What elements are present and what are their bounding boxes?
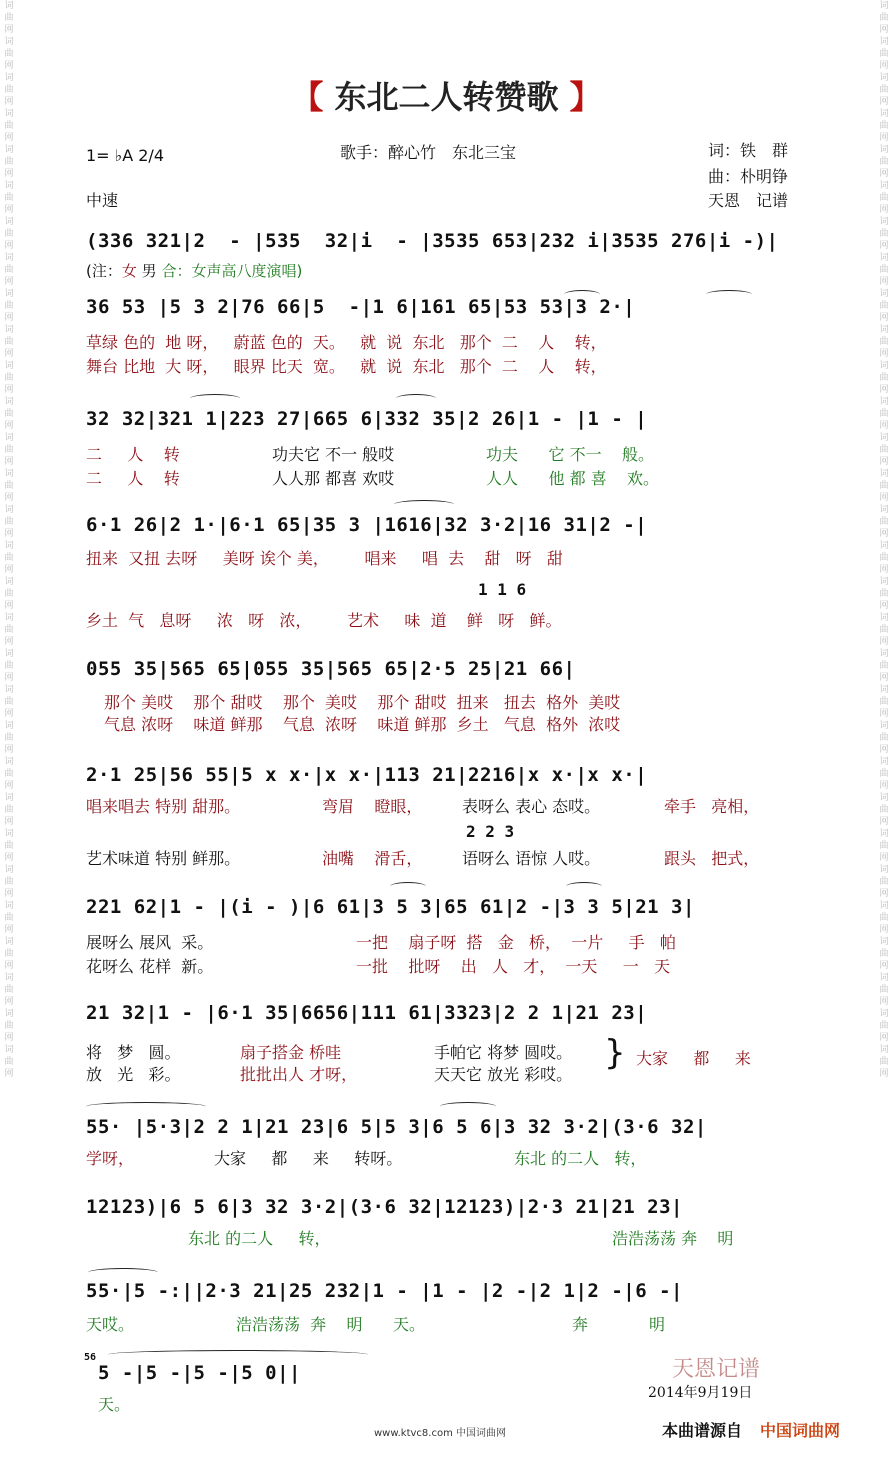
page-title [0,72,893,118]
lyric-6b-black2: 语呀么 语惊 人哎。 [462,849,601,868]
transcriber-stamp: 天恩记谱 [672,1357,761,1382]
lyric-8a-red: 扇子搭金 桥哇 [240,1043,342,1062]
lyric-3b-red: 二 人 转 [86,469,180,488]
score-line-5: 055 35|565 65|055 35|565 65|2·5 25|21 66| [86,658,576,680]
lyric-9-green: 东北 的二人 转， [514,1149,647,1168]
performance-note: (注：女 男 合：女声高八度演唱) [86,262,303,280]
lyric-9-black: 大家 都 来 转呀。 [214,1149,403,1168]
transcription-date: 2014年9月19日 [648,1385,753,1401]
lyric-3b-green: 人人 他 都 喜 欢。 [486,469,660,488]
score-line-8: 21 32|1 - |6·1 35|6656|111 61|3323|2 2 1|21 23| [86,1002,648,1024]
lyric-7b: 花呀么 花样 新。 [86,957,214,976]
slur-mark [108,1350,368,1359]
lyric-7b-red: 一批 批呀 出 人 才， 一天 一 天 [356,957,671,976]
lyric-8a-black: 将 梦 圆。 [86,1043,181,1062]
slur-mark [566,882,602,891]
lyric-8b-black2: 天天它 放光 彩哎。 [434,1065,573,1084]
slur-mark [394,500,454,509]
lyric-8-right: 大家 都 来 [636,1049,751,1068]
brace-glyph: } [604,1033,626,1073]
slur-mark [86,1102,206,1111]
score-line-11: 55·|5 -:||2·3 21|25 232|1 - |1 - |2 -|2 1|2 -|6 -| [86,1280,683,1302]
lyric-6a-mid: 弯眉 瞪眼， [322,797,423,816]
score-line-12: 5 -|5 -|5 -|5 0|| [98,1362,301,1384]
key-signature: 1= ♭A 2/4 [86,146,164,165]
lyric-11-green3: 奔 明 [572,1315,666,1334]
lyric-2b: 舞台 比地 大 呀， 眼界 比天 宽。 就 说 东北 那个 二 人 转， [86,357,607,376]
slur-mark [706,290,752,299]
lyric-7a-red: 一把 扇子呀 搭 金 桥， 一片 手 帕 [356,933,676,952]
score-line-6: 2·1 25|56 55|5 x x·|x x·|113 21|2216|x x·|x x·| [86,764,648,786]
lyric-3a-red: 二 人 转 [86,445,180,464]
slur-mark [88,1268,158,1277]
lyric-5a: 那个 美哎 那个 甜哎 那个 美哎 那个 甜哎 扭来 扭去 格外 美哎 [104,693,621,712]
lyric-8b-red: 批批出人 才呀， [240,1065,358,1084]
lyric-11-green: 天哎。 [86,1315,135,1334]
lyric-4a: 扭来 又扭 去呀 美呀 诶个 美， 唱来 唱 去 甜 呀 甜 [86,549,563,568]
slur-mark [440,1102,496,1111]
left-watermark: 词曲网词曲网词曲网词曲网词曲网词曲网词曲网词曲网词曲网词曲网词曲网词曲网词曲网词曲网词曲网词曲网词曲网词曲网词曲网词曲网词曲网词曲网词曲网词曲网词曲网词曲网词曲网词曲网词曲网词曲网 [4,1,14,1079]
slur-mark [564,290,600,299]
lyric-6b-end: 跟头 把式， [664,849,760,868]
extra-notes-a: 1 1 6 [478,580,527,599]
source-credit [662,1418,840,1441]
slur-mark [190,394,240,403]
title-bracket-open: 【 [291,78,324,116]
slur-mark [396,394,436,403]
lyric-6a-end: 牵手 亮相， [664,797,760,816]
lyric-12-green: 天。 [98,1395,131,1414]
score-line-2: 36 53 |5 3 2|76 66|5 -|1 6|161 65|53 53|3 2·| [86,296,636,318]
lyric-4b: 乡土 气 息呀 浓 呀 浓， 艺术 味 道 鲜 呀 鲜。 [86,611,562,630]
score-line-4: 6·1 26|2 1·|6·1 65|35 3 |1616|32 3·2|16 31|2 -| [86,514,648,536]
composer: 曲：朴明铮 [708,167,789,186]
lyric-10-green2: 浩浩荡荡 奔 明 [612,1229,734,1248]
extra-notes-c: 56 [84,1352,97,1363]
tempo: 中速 [86,191,119,210]
lyric-6a-black: 表呀么 表心 态哎。 [462,797,601,816]
footer-url[interactable]: www.ktvc8.com 中国词曲网 [374,1428,507,1439]
lyric-5b: 气息 浓呀 味道 鲜那 气息 浓呀 味道 鲜那 乡土 气息 格外 浓哎 [104,715,621,734]
lyric-8b-black: 放 光 彩。 [86,1065,181,1084]
transcriber: 天恩 记谱 [708,191,789,210]
slur-mark [390,882,426,891]
lyricist: 词：铁 群 [708,141,789,160]
source-label: 本曲谱源自 [662,1421,743,1440]
lyric-9-red: 学呀， [86,1149,135,1168]
score-line-3: 32 32|321 1|223 27|665 6|332 35|2 26|1 - |1 - | [86,408,648,430]
source-site-link[interactable]: 中国词曲网 [760,1421,841,1440]
lyric-3a-green: 功夫 它 不一 般。 [486,445,654,464]
right-watermark: 词曲网词曲网词曲网词曲网词曲网词曲网词曲网词曲网词曲网词曲网词曲网词曲网词曲网词曲网词曲网词曲网词曲网词曲网词曲网词曲网词曲网词曲网词曲网词曲网词曲网词曲网词曲网词曲网词曲网词曲网 [879,1,889,1079]
score-line-1: (336 321|2 - |535 32|i - |3535 653|232 i|3535 276|i -)| [86,230,779,252]
lyric-10-green: 东北 的二人 转， [188,1229,331,1248]
lyric-3b-black: 人人那 都喜 欢哎 [272,469,395,488]
lyric-6a-red: 唱来唱去 特别 甜那。 [86,797,241,816]
lyric-8a-black2: 手帕它 将梦 圆哎。 [434,1043,573,1062]
song-title: 东北二人转赞歌 [334,78,559,116]
lyric-11-green2: 浩浩荡荡 奔 明 天。 [236,1315,426,1334]
lyric-3a-black: 功夫它 不一 般哎 [272,445,395,464]
lyric-2a: 草绿 色的 地 呀， 蔚蓝 色的 天。 就 说 东北 那个 二 人 转， [86,333,607,352]
score-line-10: 12123)|6 5 6|3 32 3·2|(3·6 32|12123)|2·3 21|21 23| [86,1196,683,1218]
score-line-7: 221 62|1 - |(i - )|6 61|3 5 3|65 61|2 -|3 3 5|21 3| [86,896,695,918]
lyric-6b-mid: 油嘴 滑舌， [322,849,423,868]
score-line-9: 55· |5·3|2 2 1|21 23|6 5|5 3|6 5 6|3 32 3·2|(3·6 32| [86,1116,707,1138]
lyric-7a: 展呀么 展风 采。 [86,933,214,952]
lyric-6b-black: 艺术味道 特别 鲜那。 [86,849,241,868]
singer: 歌手：醉心竹 东北三宝 [340,143,517,162]
extra-notes-b: 2 2 3 [466,822,515,841]
title-bracket-close: 】 [569,78,602,116]
